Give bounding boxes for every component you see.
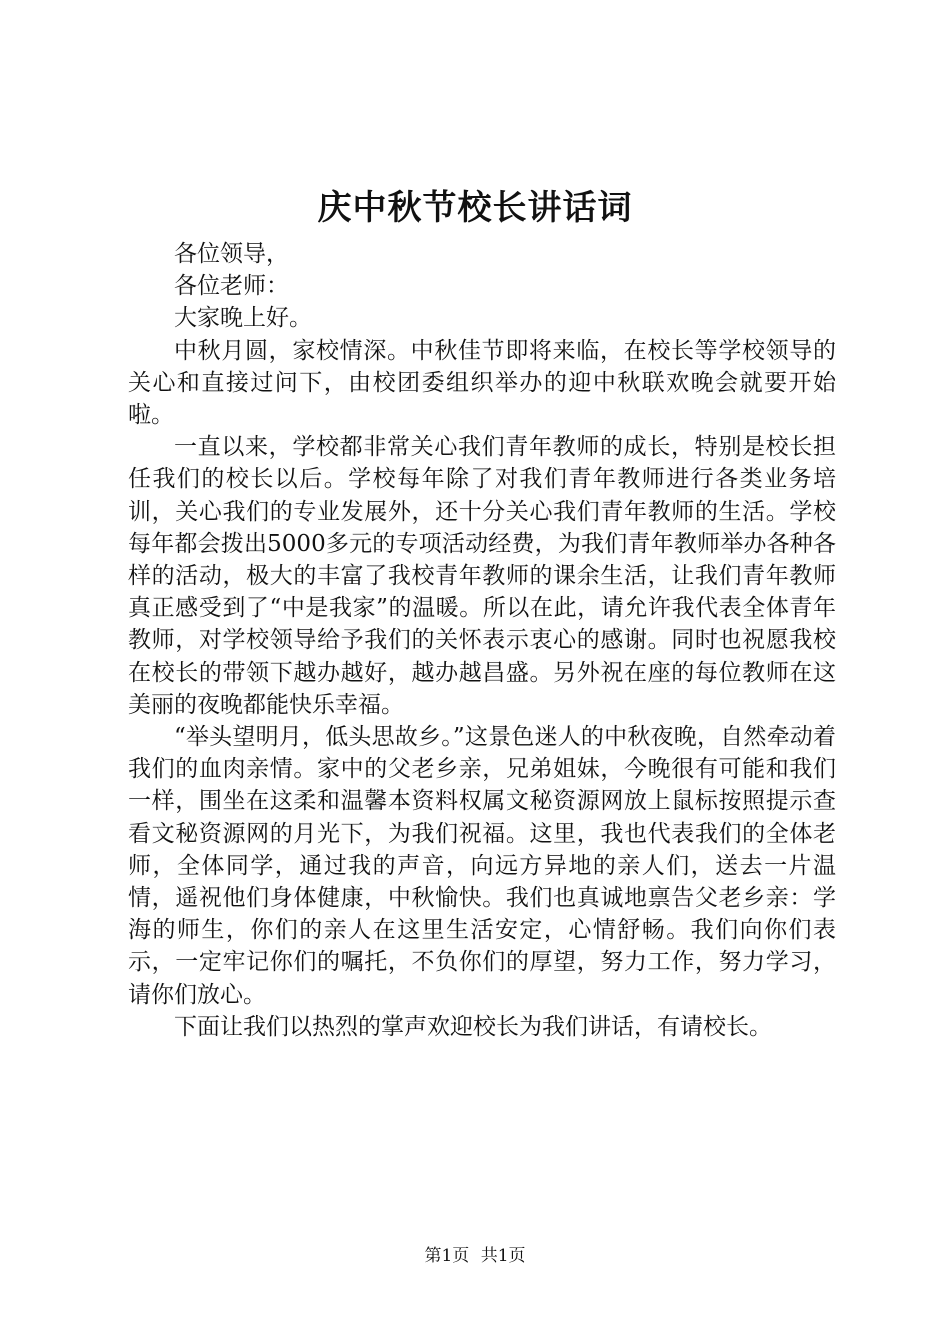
greeting: 大家晚上好。 bbox=[174, 305, 312, 332]
document-body bbox=[128, 238, 836, 1043]
document-title: 庆中秋节校长讲话词 bbox=[317, 188, 633, 228]
salutation-leaders: 各位领导， bbox=[174, 241, 289, 267]
paragraph-moon: “举头望明月，低头思故乡。”这景色迷人的中秋夜晚，自然牵动着我们的血肉亲情。家中的父老乡亲，兄弟姐妹，今晚很有可能和我们一样，围坐在这柔和温馨本资料权属文秘资源网放上鼠标按照提示查看文秘资源网的月光下，为我们祝福。这里，我也代表我们的全体老师，全体同学，通过我的声音，向远方异地的亲人们，送去一片温情，遥祝他们身体健康，中秋愉快。我们也真诚地禀告父老乡亲：学海的师生，你们的亲人在这里生活安定，心情舒畅。我们向你们表示，一定牢记你们的嘱托，不负你们的厚望，努力工作，努力学习，请你们放心。 bbox=[128, 724, 836, 1008]
salutation-teachers: 各位老师： bbox=[174, 273, 289, 300]
page-total: 共1页 bbox=[480, 1246, 526, 1266]
paragraph-intro: 中秋月圆，家校情深。中秋佳节即将来临，在校长等学校领导的关心和直接过问下，由校团委组织举办的迎中秋联欢晚会就要开始啦。 bbox=[128, 337, 836, 429]
paragraph-closing: 下面让我们以热烈的掌声欢迎校长为我们讲话，有请校长。 bbox=[174, 1013, 772, 1040]
page-number: 第1页 bbox=[424, 1246, 470, 1266]
paragraph-thanks: 一直以来，学校都非常关心我们青年教师的成长，特别是校长担任我们的校长以后。学校每年除了对我们青年教师进行各类业务培训，关心我们的专业发展外，还十分关心我们青年教师的生活。学校每年都会拨出5000多元的专项活动经费，为我们青年教师举办各种各样的活动，极大的丰富了我校青年教师的课余生活，让我们青年教师真正感受到了“中是我家”的温暖。所以在此，请允许我代表全体青年教师，对学校领导给予我们的关怀表示衷心的感谢。同时也祝愿我校在校长的带领下越办越好，越办越昌盛。另外祝在座的每位教师在这美丽的夜晚都能快乐幸福。 bbox=[128, 434, 836, 718]
page-footer bbox=[0, 1244, 950, 1268]
